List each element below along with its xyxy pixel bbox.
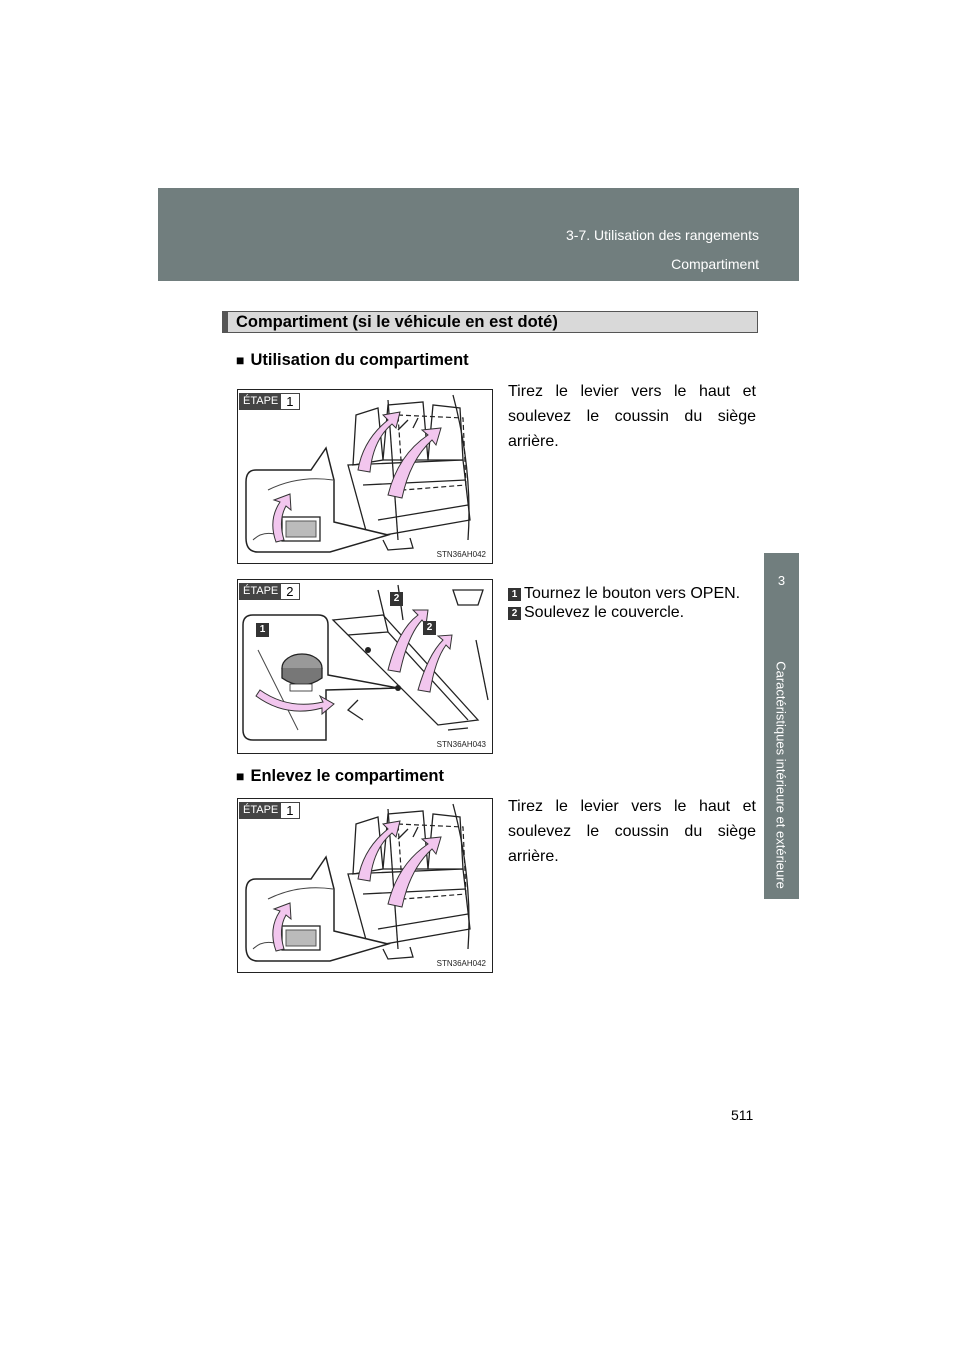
figure-seat-lift-remove: [237, 798, 493, 973]
step-text: Soulevez le couvercle.: [524, 604, 685, 621]
step-badge: 1: [508, 588, 521, 601]
subsection-heading-remove: [236, 767, 444, 786]
section-title-bar: [222, 311, 758, 333]
figure-compartment-open: [237, 579, 493, 754]
page-number: 511: [731, 1107, 754, 1123]
figure-seat-lift: [237, 389, 493, 564]
subsection-heading-use: [236, 351, 469, 370]
chapter-title: 3-7. Utilisation des rangements: [566, 227, 759, 243]
seat-lift-illustration: [238, 799, 493, 973]
figure-code: STN36AH043: [436, 740, 486, 749]
subsection-title: Compartiment: [671, 256, 759, 272]
instruction-text: Tirez le levier vers le haut et soulevez le coussin du siège arrière.: [508, 798, 756, 865]
step-label-1: ÉTAPE 1: [239, 802, 300, 819]
callout-badge: 1: [256, 623, 269, 637]
seat-lift-illustration: [238, 390, 493, 564]
subsection-heading-text: Utilisation du compartiment: [250, 351, 469, 369]
step-badge: 2: [508, 607, 521, 620]
step-label-2: ÉTAPE 2: [239, 583, 300, 600]
square-marker-icon: ■: [236, 768, 245, 784]
section-accent: [223, 312, 228, 332]
instruction-text: Tirez le levier vers le haut et soulevez le coussin du siège arrière.: [508, 383, 756, 450]
step-item-1: [508, 584, 740, 604]
callout-badge: 2: [390, 592, 403, 606]
section-title: Compartiment (si le véhicule en est doté): [236, 313, 558, 331]
side-tab-label: Caractéristiques intérieure et extérieure: [773, 661, 789, 889]
step-label-1: ÉTAPE 1: [239, 393, 300, 410]
square-marker-icon: ■: [236, 352, 245, 368]
figure-code: STN36AH042: [436, 959, 486, 968]
side-tab-number: 3: [777, 573, 786, 588]
figure-code: STN36AH042: [436, 550, 486, 559]
chapter-side-tab[interactable]: [764, 553, 799, 899]
step-item-2: [508, 603, 684, 623]
subsection-heading-text: Enlevez le compartiment: [250, 767, 444, 785]
step-text: Tournez le bouton vers OPEN.: [524, 585, 741, 602]
callout-badge: 2: [423, 621, 436, 635]
compartment-open-illustration: [238, 580, 493, 754]
header-band: [158, 188, 799, 281]
